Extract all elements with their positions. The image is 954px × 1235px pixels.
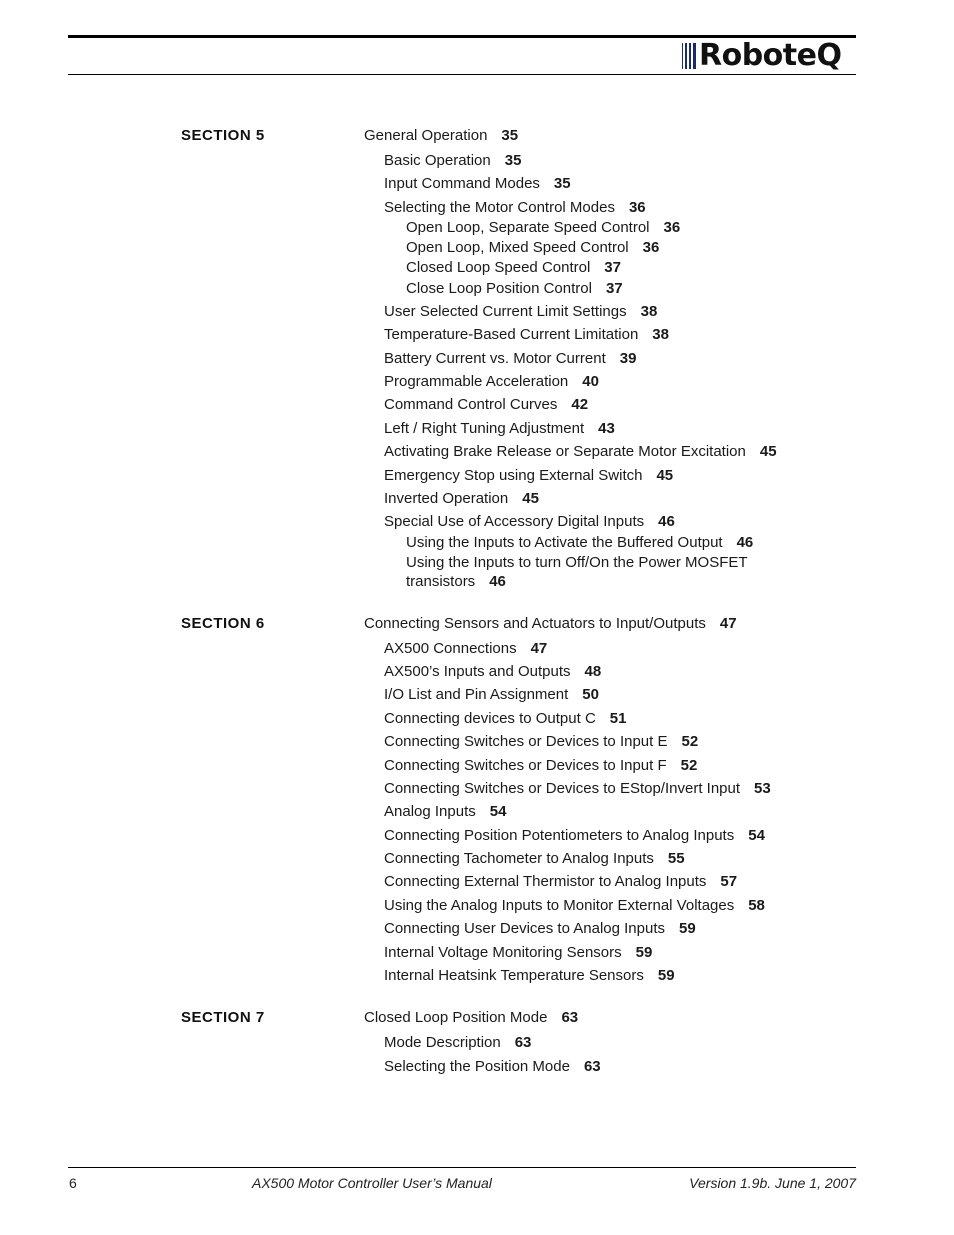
toc-entry-title: Connecting Sensors and Actuators to Input/Outputs bbox=[364, 615, 706, 632]
toc-entry[interactable] bbox=[384, 1058, 601, 1076]
toc-entry-page-number: 47 bbox=[719, 615, 737, 632]
toc-entry[interactable] bbox=[364, 615, 737, 633]
toc-entry-title: Selecting the Motor Control Modes bbox=[384, 199, 615, 216]
toc-entry[interactable] bbox=[384, 757, 697, 775]
toc-entry-page-number: 54 bbox=[489, 803, 507, 820]
toc-entry[interactable] bbox=[406, 239, 659, 257]
toc-entry[interactable] bbox=[384, 303, 657, 321]
toc-entry-title: Internal Heatsink Temperature Sensors bbox=[384, 967, 644, 984]
toc-entry-page-number: 59 bbox=[635, 944, 653, 961]
toc-entry[interactable] bbox=[384, 420, 615, 438]
toc-entry[interactable] bbox=[384, 897, 765, 915]
toc-entry-title: AX500 Connections bbox=[384, 640, 517, 657]
toc-entry-page-number: 59 bbox=[657, 967, 675, 984]
toc-entry-title: Inverted Operation bbox=[384, 490, 509, 507]
toc-entry[interactable] bbox=[384, 175, 571, 193]
toc-entry[interactable] bbox=[384, 326, 669, 344]
toc-entry-page-number: 38 bbox=[640, 303, 658, 320]
toc-entry-page-number: 35 bbox=[504, 152, 522, 169]
toc-entry-title: Command Control Curves bbox=[384, 396, 558, 413]
toc-entry[interactable] bbox=[406, 259, 621, 277]
toc-entry[interactable] bbox=[406, 280, 623, 298]
toc-entry[interactable] bbox=[406, 554, 748, 572]
toc-entry[interactable] bbox=[384, 873, 737, 891]
toc-entry[interactable] bbox=[384, 920, 696, 938]
toc-entry-page-number: 42 bbox=[571, 396, 589, 413]
footer-version: Version 1.9b. June 1, 2007 bbox=[689, 1175, 856, 1191]
section-label: SECTION 5 bbox=[181, 127, 265, 144]
toc-entry[interactable] bbox=[384, 1034, 531, 1052]
toc-entry[interactable] bbox=[384, 199, 646, 217]
footer-rule bbox=[68, 1167, 856, 1168]
toc-entry[interactable] bbox=[364, 127, 518, 145]
toc-entry-title: Closed Loop Position Mode bbox=[364, 1009, 548, 1026]
toc-entry-page-number: 59 bbox=[679, 920, 696, 937]
section-label: SECTION 7 bbox=[181, 1009, 265, 1026]
toc-entry-title: Connecting External Thermistor to Analog Inputs bbox=[384, 873, 707, 890]
toc-entry-title: Connecting Tachometer to Analog Inputs bbox=[384, 850, 654, 867]
toc-entry-title: Close Loop Position Control bbox=[406, 280, 592, 297]
toc-entry[interactable] bbox=[406, 573, 506, 591]
toc-entry[interactable] bbox=[384, 396, 588, 414]
toc-entry[interactable] bbox=[384, 467, 673, 485]
toc-entry-title: Activating Brake Release or Separate Motor Excitation bbox=[384, 443, 746, 460]
toc-entry[interactable] bbox=[384, 640, 547, 658]
toc-entry-page-number: 51 bbox=[609, 710, 627, 727]
toc-entry-title: User Selected Current Limit Settings bbox=[384, 303, 627, 320]
toc-entry-page-number: 40 bbox=[582, 373, 599, 390]
toc-entry-title: Internal Voltage Monitoring Sensors bbox=[384, 944, 622, 961]
toc-entry-page-number: 45 bbox=[759, 443, 777, 460]
toc-entry-page-number: 63 bbox=[561, 1009, 579, 1026]
toc-entry-page-number: 63 bbox=[514, 1034, 532, 1051]
toc-entry[interactable] bbox=[384, 710, 626, 728]
toc-entry[interactable] bbox=[364, 1009, 578, 1027]
toc-entry[interactable] bbox=[384, 827, 765, 845]
toc-entry-title: Battery Current vs. Motor Current bbox=[384, 350, 606, 367]
toc-entry-title: Connecting Position Potentiometers to Analog Inputs bbox=[384, 827, 735, 844]
toc-entry-title: Connecting Switches or Devices to EStop/Invert Input bbox=[384, 780, 741, 797]
toc-entry-page-number: 37 bbox=[604, 259, 621, 276]
toc-entry-page-number: 46 bbox=[489, 573, 506, 590]
toc-entry-page-number: 55 bbox=[667, 850, 685, 867]
toc-entry-title: I/O List and Pin Assignment bbox=[384, 686, 569, 703]
toc-entry-title: Connecting Switches or Devices to Input F bbox=[384, 757, 667, 774]
toc-entry-title: Input Command Modes bbox=[384, 175, 540, 192]
toc-entry-page-number: 35 bbox=[501, 127, 519, 144]
toc-entry-page-number: 47 bbox=[530, 640, 548, 657]
toc-entry-title: Connecting devices to Output C bbox=[384, 710, 596, 727]
toc-entry-page-number: 53 bbox=[754, 780, 771, 797]
toc-entry-title: General Operation bbox=[364, 127, 488, 144]
toc-entry-page-number: 58 bbox=[748, 897, 765, 914]
toc-entry-page-number: 36 bbox=[628, 199, 646, 216]
toc-entry-title: Closed Loop Speed Control bbox=[406, 259, 591, 276]
toc-entry-page-number: 52 bbox=[681, 733, 699, 750]
toc-entry-page-number: 57 bbox=[720, 873, 738, 890]
header-bottom-rule bbox=[68, 74, 856, 75]
toc-entry-page-number: 45 bbox=[656, 467, 674, 484]
toc-entry[interactable] bbox=[406, 534, 753, 552]
toc-entry[interactable] bbox=[384, 490, 539, 508]
toc-entry-page-number: 46 bbox=[736, 534, 754, 551]
toc-entry[interactable] bbox=[384, 350, 636, 368]
toc-entry-page-number: 39 bbox=[619, 350, 637, 367]
footer-page-number: 6 bbox=[69, 1175, 77, 1191]
toc-entry-page-number: 36 bbox=[663, 219, 681, 236]
toc-entry-page-number: 45 bbox=[522, 490, 539, 507]
toc-entry-title: Using the Analog Inputs to Monitor External Voltages bbox=[384, 897, 735, 914]
toc-entry-title: Analog Inputs bbox=[384, 803, 476, 820]
toc-entry[interactable] bbox=[384, 850, 685, 868]
toc-entry-title: Using the Inputs to Activate the Buffered Output bbox=[406, 534, 723, 551]
toc-entry-title: Temperature-Based Current Limitation bbox=[384, 326, 639, 343]
toc-entry-page-number: 35 bbox=[553, 175, 571, 192]
toc-entry-title: Emergency Stop using External Switch bbox=[384, 467, 643, 484]
toc-entry-page-number: 36 bbox=[642, 239, 660, 256]
toc-entry[interactable] bbox=[384, 152, 521, 170]
toc-entry[interactable] bbox=[384, 967, 675, 985]
logo-text: RoboteQ bbox=[699, 38, 842, 73]
toc-entry-title: Programmable Acceleration bbox=[384, 373, 569, 390]
toc-entry[interactable] bbox=[384, 513, 675, 531]
toc-entry-page-number: 54 bbox=[748, 827, 765, 844]
roboteq-logo bbox=[682, 40, 856, 72]
toc-entry-title: Mode Description bbox=[384, 1034, 501, 1051]
toc-entry-title: Open Loop, Separate Speed Control bbox=[406, 219, 650, 236]
toc-entry[interactable] bbox=[384, 373, 599, 391]
toc-entry[interactable] bbox=[384, 780, 771, 798]
toc-entry-page-number: 48 bbox=[584, 663, 602, 680]
toc-entry-title: Selecting the Position Mode bbox=[384, 1058, 570, 1075]
toc-entry-page-number: 63 bbox=[583, 1058, 601, 1075]
toc-entry-page-number: 43 bbox=[598, 420, 615, 437]
section-label: SECTION 6 bbox=[181, 615, 265, 632]
toc-entry[interactable] bbox=[384, 944, 652, 962]
toc-entry-title: Connecting User Devices to Analog Inputs bbox=[384, 920, 665, 937]
toc-entry-page-number: 50 bbox=[582, 686, 599, 703]
toc-entry-page-number: 38 bbox=[652, 326, 669, 343]
toc-entry[interactable] bbox=[384, 443, 777, 461]
toc-entry-page-number: 37 bbox=[605, 280, 623, 297]
toc-entry-title: Left / Right Tuning Adjustment bbox=[384, 420, 585, 437]
toc-entry-page-number: 46 bbox=[658, 513, 675, 530]
toc-entry-title: Connecting Switches or Devices to Input E bbox=[384, 733, 668, 750]
toc-entry-title: Basic Operation bbox=[384, 152, 491, 169]
toc-entry-title: Special Use of Accessory Digital Inputs bbox=[384, 513, 645, 530]
toc-entry[interactable] bbox=[384, 686, 599, 704]
toc-entry[interactable] bbox=[406, 219, 680, 237]
toc-entry-title: AX500’s Inputs and Outputs bbox=[384, 663, 571, 680]
toc-entry-title: Using the Inputs to turn Off/On the Power MOSFET bbox=[406, 554, 748, 571]
footer-manual-title: AX500 Motor Controller User’s Manual bbox=[252, 1175, 492, 1191]
toc-entry-title: Open Loop, Mixed Speed Control bbox=[406, 239, 629, 256]
toc-entry[interactable] bbox=[384, 733, 698, 751]
toc-entry[interactable] bbox=[384, 803, 506, 821]
logo-bars-icon bbox=[682, 43, 696, 69]
toc-entry-page-number: 52 bbox=[680, 757, 698, 774]
toc-entry-title: transistors bbox=[406, 573, 476, 590]
toc-entry[interactable] bbox=[384, 663, 601, 681]
